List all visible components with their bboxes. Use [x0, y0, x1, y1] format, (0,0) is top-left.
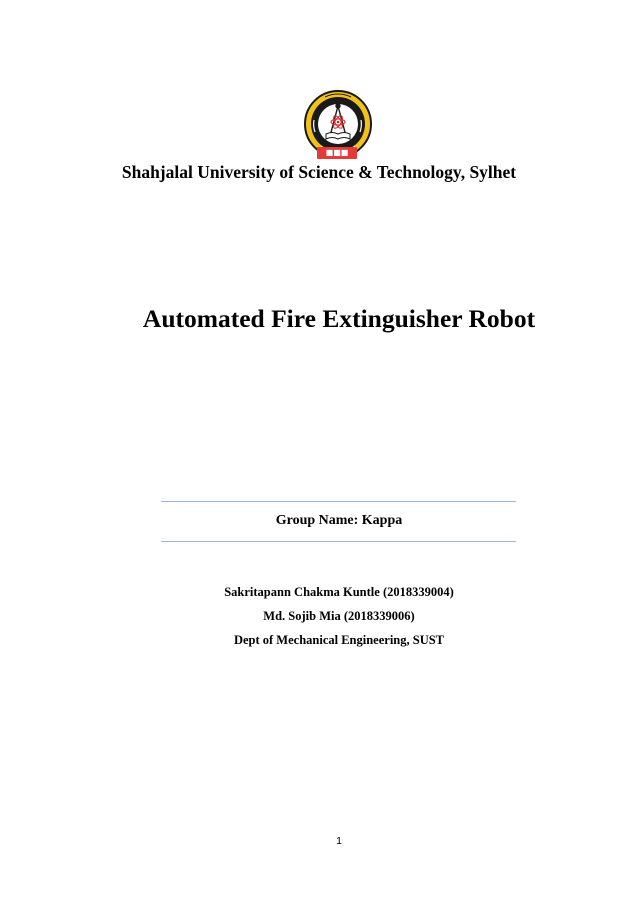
divider-bottom: [161, 541, 516, 542]
report-title: Automated Fire Extinguisher Robot: [142, 304, 536, 333]
member-line: Md. Sojib Mia (2018339006): [263, 609, 415, 623]
university-name: Shahjalal University of Science & Technology, Sylhet: [121, 162, 517, 182]
member-line: Sakritapann Chakma Kuntle (2018339004): [224, 585, 454, 599]
divider-top: [161, 501, 516, 502]
department-line: Dept of Mechanical Engineering, SUST: [233, 633, 445, 647]
seal-caption-mark: ■■■: [317, 147, 357, 159]
page-number: 1: [336, 835, 342, 847]
group-name: Group Name: Kappa: [275, 513, 403, 528]
